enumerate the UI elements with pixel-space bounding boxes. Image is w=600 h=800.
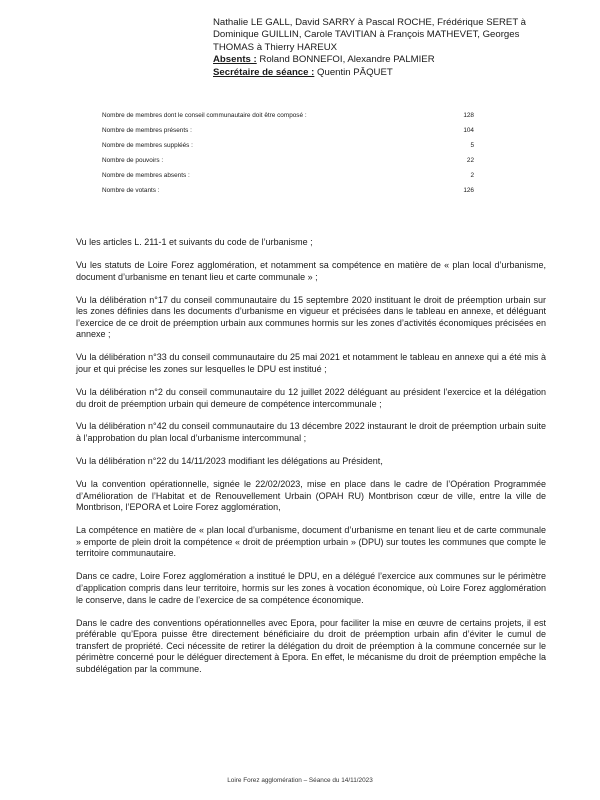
body-paragraph: Vu la délibération n°17 du conseil communautaire du 15 septembre 2020 instituant le droit de préemption urbain sur les zones définies dans les documents d’urbanisme en vigueur et précisées dans le tableau en annexe, et déléguant l’exercice de ce droit de préemption urbain aux communes hormis sur les zones d’activités économiques précisées en annexe ;	[76, 294, 546, 340]
body-paragraph: La compétence en matière de « plan local d’urbanisme, document d’urbanisme en tenant lieu et de carte communale » emporte de plein droit la compétence « droit de préemption urbain » (DPU) sur toutes les communes que compte le territoire communautaire.	[76, 525, 546, 559]
body-paragraph: Vu la délibération n°42 du conseil communautaire du 13 décembre 2022 instaurant le droit de préemption urbain suite à l’approbation du plan local d’urbanisme intercommunal ;	[76, 421, 546, 444]
body-paragraph: Vu les statuts de Loire Forez agglomération, et notamment sa compétence en matière de « plan local d’urbanisme, document d’urbanisme en tenant lieu et carte communale » ;	[76, 259, 546, 282]
absents-value: Roland BONNEFOI, Alexandre PALMIER	[259, 54, 435, 66]
stat-label: Nombre de membres dont le conseil communautaire doit être composé :	[102, 112, 307, 119]
stat-label: Nombre de membres absents :	[102, 172, 190, 180]
table-row	[102, 127, 474, 142]
body-paragraph: Vu la délibération n°2 du conseil communautaire du 12 juillet 2022 déléguant au président l’exercice et la délégation du droit de préemption urbain qui demeure de compétence intercommunale ;	[76, 386, 546, 409]
body-paragraph: Vu la convention opérationnelle, signée le 22/02/2023, mise en place dans le cadre de l’Opération Programmée d’Amélioration de l’Habitat et de Renouvellement Urbain (OPAH RU) Montbrison cœur de ville, entre la ville de Montbrison, l’EPORA et Loire Forez agglomération,	[76, 479, 546, 513]
secretaire-line	[213, 67, 558, 79]
members-count-table	[102, 112, 474, 203]
absents-line	[213, 54, 558, 66]
body-paragraph: Vu la délibération n°22 du 14/11/2023 modifiant les délégations au Président,	[76, 456, 383, 467]
table-row	[102, 157, 474, 172]
deliberation-body	[76, 237, 546, 687]
secretaire-value: Quentin PÂQUET	[317, 66, 393, 78]
body-paragraph: Dans ce cadre, Loire Forez agglomération a institué le DPU, en a délégué l’exercice aux communes sur le périmètre d’application compris dans leur territoire, hormis sur les zones à vocation économique, où Loire Forez agglomération le conserve, dans le cadre de l’exercice de sa compétence économique.	[76, 571, 546, 605]
presence-line: Nathalie LE GALL, David SARRY à Pascal ROCHE, Frédérique SERET à	[213, 17, 527, 28]
body-paragraph: Dans le cadre des conventions opérationnelles avec Epora, pour faciliter la mise en œuvre de certains projets, il est préférable qu’Epora puisse être directement bénéficiaire du droit de préemption urbain afin d’éviter le cumul de transfert de propriété. Ceci nécessite de retirer la délégation du droit de préemption à la commune concernée sur le périmètre concerné pour le déléguer directement à Epora. En effet, le mécanisme du droit de préemption empêche la subdélégation par la commune.	[76, 617, 546, 674]
stat-value: 104	[463, 127, 474, 135]
stat-value: 5	[470, 142, 474, 150]
stat-label: Nombre de pouvoirs :	[102, 157, 164, 165]
body-paragraph: Vu les articles L. 211-1 et suivants du code de l’urbanisme ;	[76, 237, 313, 247]
table-row	[102, 112, 474, 127]
stat-label: Nombre de votants :	[102, 187, 160, 195]
absents-label: Absents :	[213, 54, 257, 66]
table-row	[102, 142, 474, 157]
table-row	[102, 187, 474, 202]
stat-value: 22	[466, 157, 474, 165]
body-paragraph: Vu la délibération n°33 du conseil communautaire du 25 mai 2021 et notamment le tableau en annexe qui a été mis à jour et qui précise les zones sur lesquelles le DPU est institué ;	[76, 352, 546, 374]
stat-value: 126	[463, 187, 474, 195]
stat-label: Nombre de membres présents :	[102, 127, 192, 135]
table-row	[102, 172, 474, 187]
stat-value: 2	[470, 172, 474, 180]
attendance-header	[213, 17, 558, 79]
stat-value: 128	[463, 112, 474, 119]
stat-label: Nombre de membres suppléés :	[102, 142, 193, 150]
presence-line: Dominique GUILLIN, Carole TAVITIAN à François MATHEVET, Georges	[213, 29, 520, 41]
secretaire-label: Secrétaire de séance :	[213, 66, 315, 78]
presence-line: THOMAS à Thierry HAREUX	[213, 41, 338, 53]
page-footer: Loire Forez agglomération – Séance du 14/11/2023	[227, 777, 373, 784]
